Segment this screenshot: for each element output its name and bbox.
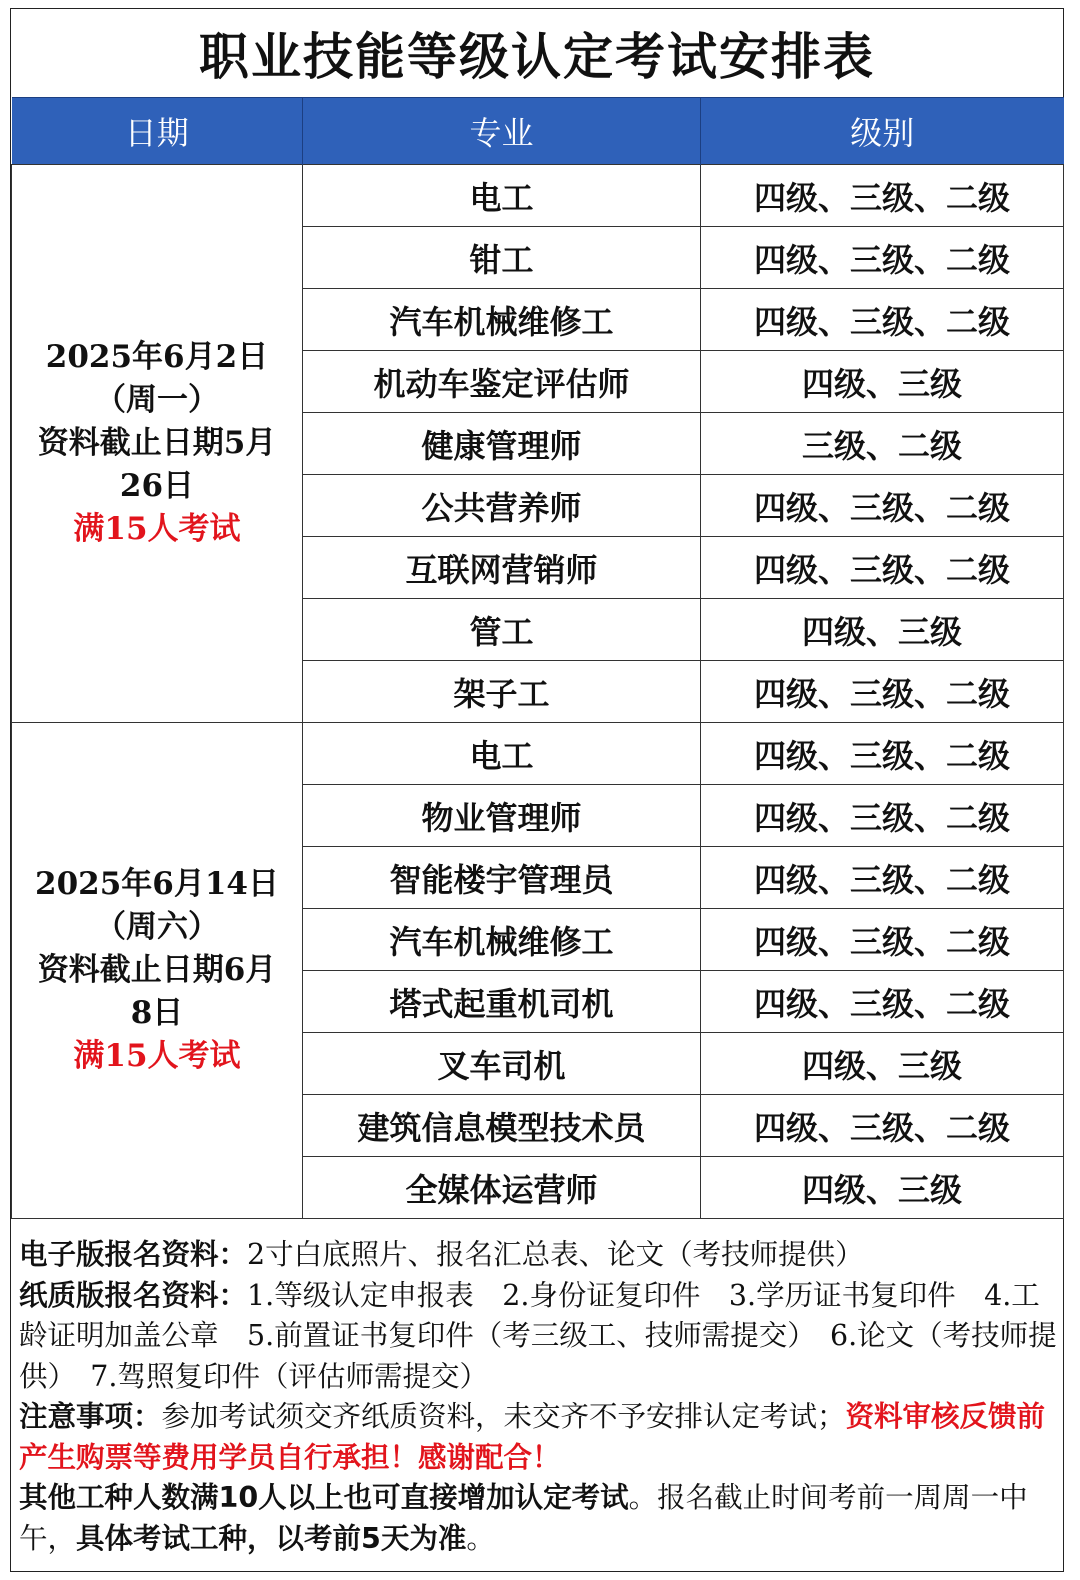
level-cell: 四级、三级 — [701, 599, 1064, 661]
session-deadline-day: 26日 — [119, 468, 195, 504]
note-attention-warning: 资料审核反馈前产生购票等费用学员自行承担！感谢配合！ — [19, 1400, 1046, 1474]
level-cell: 四级、三级、二级 — [701, 227, 1064, 289]
note-electronic — [19, 1235, 1059, 1276]
level-cell: 四级、三级、二级 — [701, 165, 1064, 227]
note-electronic-label: 电子版报名资料： — [19, 1238, 248, 1271]
level-cell: 四级、三级、二级 — [701, 723, 1064, 785]
header-major: 专业 — [303, 98, 701, 165]
schedule-sheet — [10, 8, 1064, 1572]
level-cell: 四级、三级、二级 — [701, 1095, 1064, 1157]
level-cell: 四级、三级、二级 — [701, 661, 1064, 723]
major-cell: 健康管理师 — [303, 413, 701, 475]
session-deadline: 资料截止日期5月 — [37, 425, 277, 461]
note-attention-text: 参加考试须交齐纸质资料，未交齐不予安排认定考试； — [161, 1400, 846, 1433]
session-date-cell — [12, 165, 303, 723]
notes-section — [19, 1235, 1059, 1559]
header-level: 级别 — [701, 98, 1064, 165]
major-cell: 建筑信息模型技术员 — [303, 1095, 701, 1157]
session-deadline: 资料截止日期6月 — [37, 952, 277, 988]
major-cell: 电工 — [303, 723, 701, 785]
page-title: 职业技能等级认定考试安排表 — [199, 28, 875, 86]
session-condition: 满15人考试 — [73, 511, 241, 547]
major-cell: 机动车鉴定评估师 — [303, 351, 701, 413]
major-cell: 全媒体运营师 — [303, 1157, 701, 1219]
major-cell: 汽车机械维修工 — [303, 289, 701, 351]
note-paper-label: 纸质版报名资料： — [19, 1278, 248, 1312]
note-attention-label: 注意事项： — [19, 1400, 162, 1433]
table-row — [12, 723, 1064, 785]
level-cell: 四级、三级、二级 — [701, 537, 1064, 599]
note-electronic-text: 2寸白底照片、报名汇总表、论文（考技师提供） — [247, 1238, 864, 1271]
level-cell: 四级、三级、二级 — [701, 847, 1064, 909]
level-cell: 四级、三级 — [701, 351, 1064, 413]
major-cell: 钳工 — [303, 227, 701, 289]
note-other — [19, 1478, 1059, 1559]
session-date-cell — [12, 723, 303, 1219]
session-date: 2025年6月14日 — [35, 866, 279, 902]
major-cell: 电工 — [303, 165, 701, 227]
schedule-table — [11, 97, 1064, 1219]
major-cell: 塔式起重机司机 — [303, 971, 701, 1033]
level-cell: 四级、三级、二级 — [701, 785, 1064, 847]
note-other-end: 。 — [466, 1521, 495, 1555]
note-paper — [19, 1276, 1059, 1398]
major-cell: 架子工 — [303, 661, 701, 723]
note-paper-text: 1.等级认定申报表 2.身份证复印件 3.学历证书复印件 4.工龄证明加盖公章 5.前置证书复印件（考三级工、技师需提交） 6.论文（考技师提供） 7.驾照复印件（评估师需提交） — [19, 1278, 1057, 1393]
note-attention — [19, 1397, 1059, 1478]
level-cell: 四级、三级 — [701, 1157, 1064, 1219]
major-cell: 汽车机械维修工 — [303, 909, 701, 971]
session-weekday: （周六） — [95, 909, 219, 945]
session-deadline-day: 8日 — [130, 995, 184, 1031]
level-cell: 四级、三级、二级 — [701, 289, 1064, 351]
major-cell: 物业管理师 — [303, 785, 701, 847]
note-other-bold: 其他工种人数满10人以上也可直接增加认定考试 — [19, 1481, 629, 1514]
major-cell: 互联网营销师 — [303, 537, 701, 599]
level-cell: 四级、三级、二级 — [701, 475, 1064, 537]
session-condition: 满15人考试 — [73, 1038, 241, 1074]
table-header-row — [12, 98, 1064, 165]
session-date: 2025年6月2日 — [45, 339, 269, 375]
level-cell: 四级、三级 — [701, 1033, 1064, 1095]
major-cell: 管工 — [303, 599, 701, 661]
header-date: 日期 — [12, 98, 303, 165]
level-cell: 四级、三级、二级 — [701, 971, 1064, 1033]
major-cell: 智能楼宇管理员 — [303, 847, 701, 909]
session-weekday: （周一） — [95, 382, 219, 418]
table-row — [12, 165, 1064, 227]
level-cell: 四级、三级、二级 — [701, 909, 1064, 971]
major-cell: 叉车司机 — [303, 1033, 701, 1095]
note-other-bold-2: 具体考试工种，以考前5天为准 — [76, 1521, 467, 1555]
major-cell: 公共营养师 — [303, 475, 701, 537]
note-other-text: 。报名截止时间考前一周周一中午， — [19, 1481, 1028, 1555]
level-cell: 三级、二级 — [701, 413, 1064, 475]
